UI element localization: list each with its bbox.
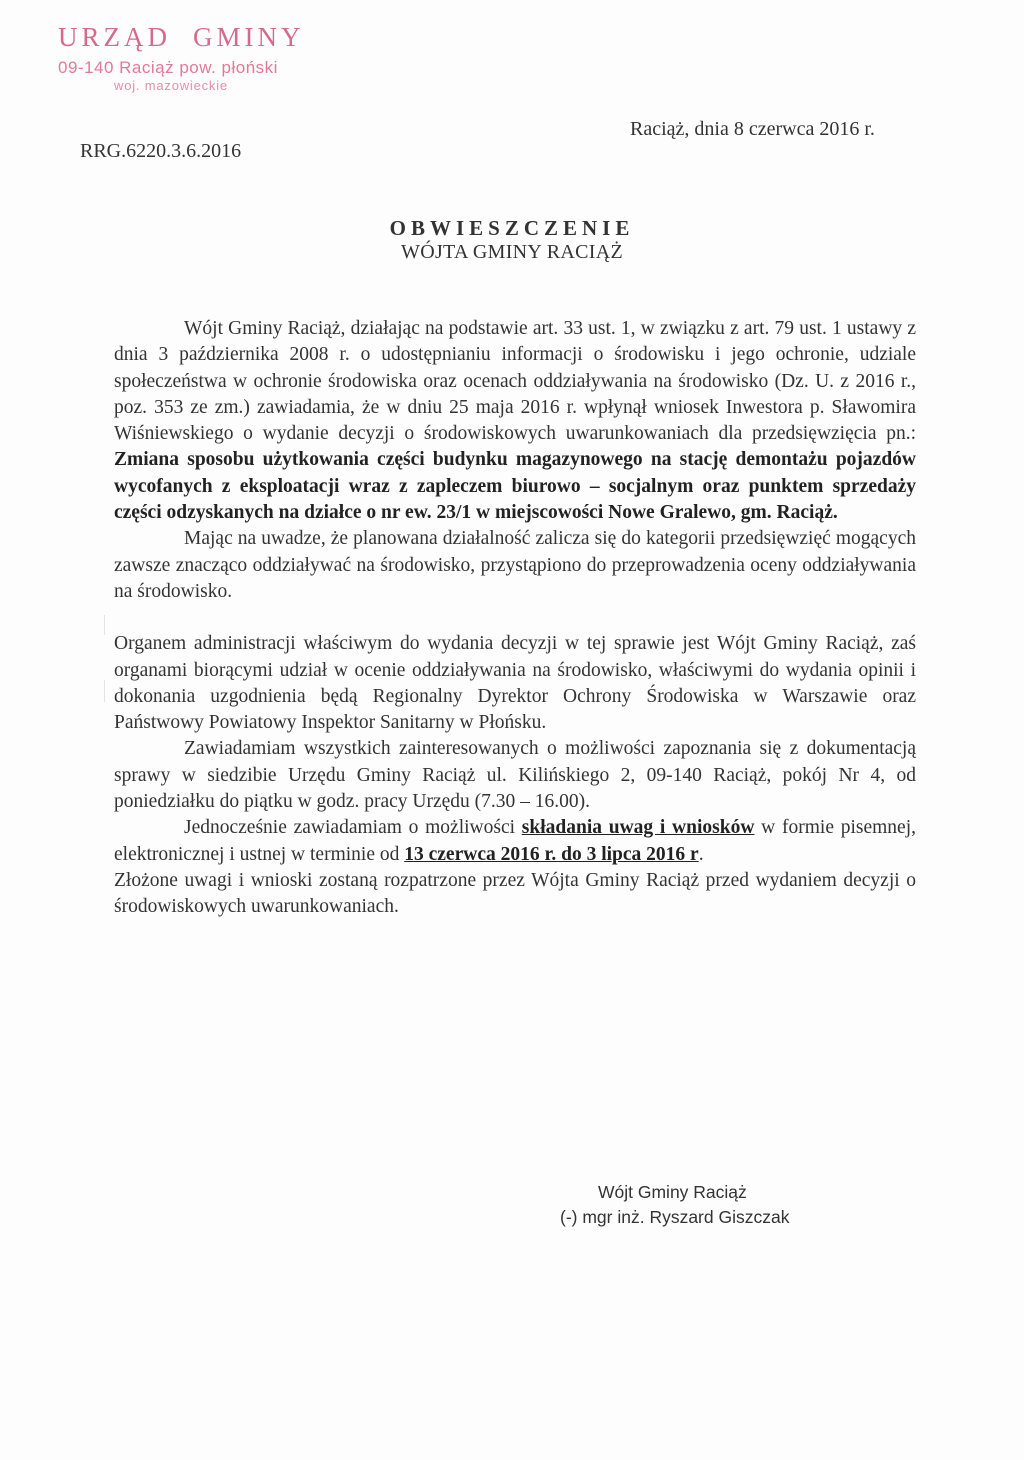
paragraph-4: Zawiadamiam wszystkich zainteresowanych o możliwości zapoznania się z dokumentacją sprawy w siedzibie Urzędu Gminy Raciąż ul. Kilińskiego 2, 09-140 Raciąż, pokój Nr 4, od poniedziałku do piątku w godz. pracy Urzędu (7.30 – 16.00). xyxy=(114,738,916,813)
signature-block xyxy=(560,1180,789,1230)
stamp-line-2: 09-140 Raciąż pow. płoński xyxy=(58,58,278,77)
paragraph-2: Mając na uwadze, że planowana działalność zalicza się do kategorii przedsięwzięć mogących zawsze znacząco oddziaływać na środowisko, przystąpiono do przeprowadzenia oceny oddziaływania na środowisko. xyxy=(114,528,916,602)
paragraph-5-text-b: w formie pisemnej, elektronicznej i ustnej w terminie od xyxy=(114,817,917,865)
stamp-line-1 xyxy=(58,22,305,52)
comments-emphasis: składania uwag i wniosków xyxy=(521,817,755,839)
paragraph-3: Organem administracji właściwym do wydania decyzji w tej sprawie jest Wójt Gminy Raciąż, zaś organami biorącymi udział w ocenie oddziaływania na środowisko, właściwymi do wydania opinii i dokonania uzgodnienia będą Regionalny Dyrektor Ochrony Środowiska w Warszawie oraz Państwowy Powiatowy Inspektor Sanitarny w Płońsku. xyxy=(114,633,916,734)
project-name: Zmiana sposobu użytkowania części budynku magazynowego na stację demontażu pojazdów wycofanych z eksploatacji wraz z zapleczem biurowo – socjalnym oraz punktem sprzedaży części odzyskanych na działce o nr ew. 23/1 w miejscowości Nowe Gralewo, gm. Raciąż. xyxy=(114,449,916,524)
paragraph-5-text-a: Jednocześnie zawiadamiam o możliwości xyxy=(184,817,522,839)
paragraph-1 xyxy=(114,316,916,526)
signatory-title: Wójt Gminy Raciąż xyxy=(598,1182,747,1202)
paragraph-1-intro: Wójt Gminy Raciąż, działając na podstawie art. 33 ust. 1, w związku z art. 79 ust. 1 ustawy z dnia 3 października 2008 r. o udostępnianiu informacji o środowisku i jego ochronie, udziale społeczeństwa w ochronie środowiska oraz ocenach oddziaływania na środowisko (Dz. U. z 2016 r., poz. 353 ze zm.) zawiadamia, że w dniu 25 maja 2016 r. wpłynął wniosek Inwestora p. Sławomira Wiśniewskiego o wydanie decyzji o środowiskowych uwarunkowaniach dla przedsięwzięcia pn.: xyxy=(114,318,916,445)
signatory-name: (-) mgr inż. Ryszard Giszczak xyxy=(560,1207,790,1227)
stamp-line-3: woj. mazowieckie xyxy=(114,78,228,93)
stamp-word-1: URZĄD xyxy=(58,22,171,52)
paragraph-5 xyxy=(114,815,916,868)
reference-number: RRG.6220.3.6.2016 xyxy=(80,140,242,162)
stamp-word-2: GMINY xyxy=(193,22,305,52)
document-subtitle: WÓJTA GMINY RACIĄŻ xyxy=(401,241,623,263)
place-date: Raciąż, dnia 8 czerwca 2016 r. xyxy=(630,118,875,140)
paragraph-5-text-c: . xyxy=(698,843,704,865)
scan-artifact xyxy=(104,615,105,635)
scan-artifact xyxy=(104,680,105,702)
document-body xyxy=(114,316,916,921)
title-block xyxy=(0,216,1024,264)
office-stamp xyxy=(58,22,305,94)
paragraph-6: Złożone uwagi i wnioski zostaną rozpatrzone przez Wójta Gminy Raciąż przed wydaniem decyzji o środowiskowych uwarunkowaniach. xyxy=(114,869,916,918)
deadline-emphasis: 13 czerwca 2016 r. do 3 lipca 2016 r xyxy=(404,843,699,865)
document-title: OBWIESZCZENIE xyxy=(389,216,635,240)
